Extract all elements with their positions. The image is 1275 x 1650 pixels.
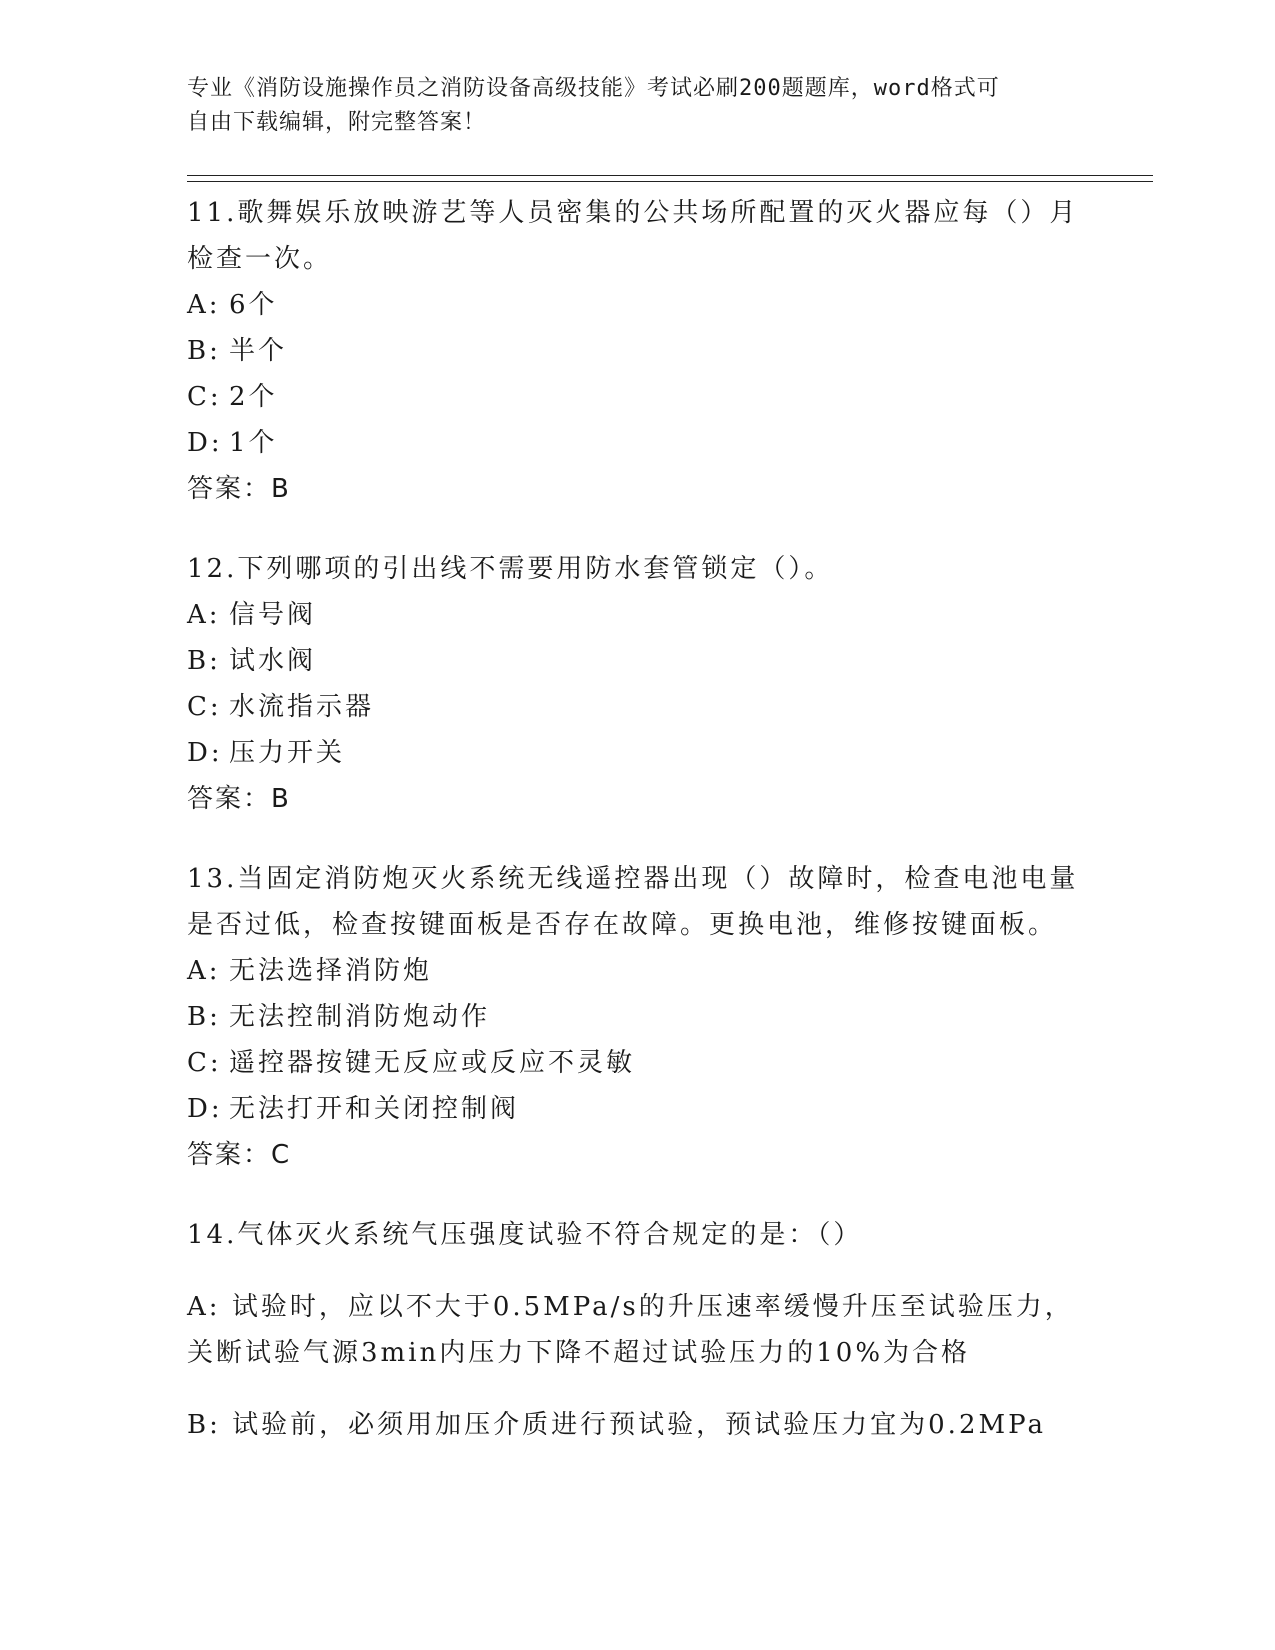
- option-b: [187, 994, 1087, 1040]
- option-key: D:: [187, 738, 223, 768]
- option-key: B:: [187, 1410, 221, 1440]
- option-a: [187, 1284, 1087, 1376]
- document-header: [187, 72, 1067, 140]
- option-c: [187, 684, 1087, 730]
- option-key: C:: [187, 692, 222, 722]
- header-line-2: 自由下载编辑，附完整答案！: [187, 110, 487, 135]
- option-text: 半个: [229, 336, 288, 366]
- header-line-1: 专业《消防设施操作员之消防设备高级技能》考试必刷200题题库，word格式可: [187, 76, 1000, 101]
- header-divider-bottom: [187, 181, 1153, 182]
- option-text: 压力开关: [229, 738, 346, 768]
- option-b: [187, 328, 1087, 374]
- question-13: [187, 856, 1087, 1178]
- question-stem: 11.歌舞娱乐放映游艺等人员密集的公共场所配置的灭火器应每（）月检查一次。: [187, 198, 1079, 274]
- answer-label: 答案：B: [187, 474, 291, 504]
- question-14: [187, 1212, 1087, 1448]
- option-key: A:: [187, 1292, 221, 1322]
- option-key: A:: [187, 956, 221, 986]
- option-text: 试水阀: [229, 646, 317, 676]
- option-key: C:: [187, 382, 222, 412]
- option-d: [187, 420, 1087, 466]
- option-key: B:: [187, 646, 221, 676]
- answer-label: 答案：B: [187, 784, 291, 814]
- option-key: D:: [187, 1094, 223, 1124]
- option-b: [187, 1402, 1087, 1448]
- option-key: A:: [187, 290, 221, 320]
- option-key: D:: [187, 428, 223, 458]
- option-key: B:: [187, 336, 221, 366]
- option-c: [187, 1040, 1087, 1086]
- option-text: 试验时，应以不大于0.5MPa/s的升压速率缓慢升压至试验压力，关断试验气源3min内压力下降不超过试验压力的10%为合格: [187, 1292, 1074, 1368]
- option-d: [187, 1086, 1087, 1132]
- question-list: [187, 190, 1087, 1482]
- option-d: [187, 730, 1087, 776]
- option-a: [187, 592, 1087, 638]
- option-text: 无法控制消防炮动作: [229, 1002, 491, 1032]
- option-key: B:: [187, 1002, 221, 1032]
- option-a: [187, 948, 1087, 994]
- option-key: C:: [187, 1048, 222, 1078]
- question-stem: 12.下列哪项的引出线不需要用防水套管锁定（）。: [187, 554, 834, 584]
- option-b: [187, 638, 1087, 684]
- option-text: 2个: [229, 382, 278, 412]
- option-c: [187, 374, 1087, 420]
- option-key: A:: [187, 600, 221, 630]
- option-text: 无法选择消防炮: [229, 956, 433, 986]
- option-text: 1个: [229, 428, 278, 458]
- option-text: 无法打开和关闭控制阀: [229, 1094, 520, 1124]
- option-text: 遥控器按键无反应或反应不灵敏: [229, 1048, 636, 1078]
- question-stem: 13.当固定消防炮灭火系统无线遥控器出现（）故障时，检查电池电量是否过低，检查按键面板是否存在故障。更换电池，维修按键面板。: [187, 864, 1079, 940]
- option-text: 信号阀: [229, 600, 317, 630]
- question-stem: 14.气体灭火系统气压强度试验不符合规定的是：（）: [187, 1220, 863, 1250]
- answer-label: 答案：C: [187, 1140, 292, 1170]
- question-12: [187, 546, 1087, 822]
- option-text: 试验前，必须用加压介质进行预试验，预试验压力宜为0.2MPa: [232, 1410, 1046, 1440]
- option-text: 6个: [229, 290, 278, 320]
- header-divider-top: [187, 175, 1153, 176]
- question-11: [187, 190, 1087, 512]
- option-a: [187, 282, 1087, 328]
- option-text: 水流指示器: [229, 692, 375, 722]
